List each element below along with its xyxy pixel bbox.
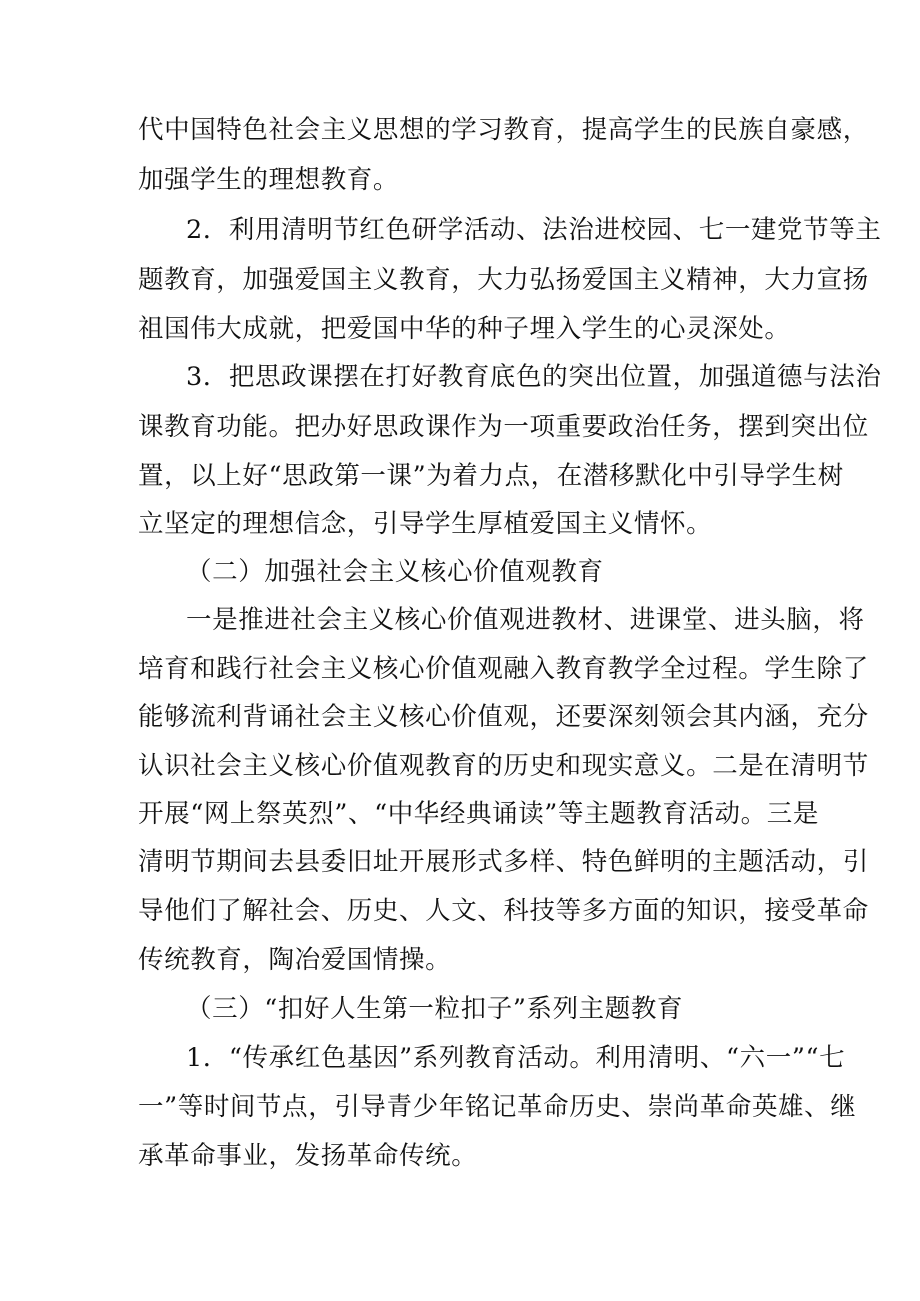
paragraph-first-line: 3．把思政课摆在打好教育底色的突出位置，加强道德与法治 — [186, 362, 882, 392]
text-line: 承革命事业，发扬革命传统。 — [138, 1141, 478, 1171]
section-heading: （二）加强社会主义核心价值观教育 — [186, 557, 604, 587]
paragraph-first-line: 一是推进社会主义核心价值观进教材、进课堂、进头脑，将 — [186, 605, 865, 635]
text-line: 一”等时间节点，引导青少年铭记革命历史、崇尚革命英雄、继 — [138, 1092, 857, 1122]
paragraph-first-line: 2．利用清明节红色研学活动、法治进校园、七一建党节等主 — [186, 215, 882, 245]
text-line: 置，以上好“思政第一课”为着力点，在潜移默化中引导学生树 — [138, 461, 844, 491]
text-line: 祖国伟大成就，把爱国中华的种子埋入学生的心灵深处。 — [138, 314, 791, 344]
text-line: 题教育，加强爱国主义教育，大力弘扬爱国主义精神，大力宣扬 — [138, 265, 869, 295]
text-line: 能够流利背诵社会主义核心价值观，还要深刻领会其内涵，充分 — [138, 702, 869, 732]
text-line: 立坚定的理想信念，引导学生厚植爱国主义情怀。 — [138, 509, 713, 539]
text-line: 课教育功能。把办好思政课作为一项重要政治任务，摆到突出位 — [138, 412, 869, 442]
text-line: 传统教育，陶冶爱国情操。 — [138, 945, 452, 975]
text-line: 开展“网上祭英烈”、“中华经典诵读”等主题教育活动。三是 — [138, 799, 819, 829]
text-line: 清明节期间去县委旧址开展形式多样、特色鲜明的主题活动，引 — [138, 847, 869, 877]
text-line: 认识社会主义核心价值观教育的历史和现实意义。二是在清明节 — [138, 751, 869, 781]
paragraph-first-line: 1．“传承红色基因”系列教育活动。利用清明、“六一”“七 — [186, 1043, 846, 1073]
text-line: 培育和践行社会主义核心价值观融入教育教学全过程。学生除了 — [138, 654, 869, 684]
text-line: 导他们了解社会、历史、人文、科技等多方面的知识，接受革命 — [138, 896, 869, 926]
section-heading: （三）“扣好人生第一粒扣子”系列主题教育 — [186, 994, 684, 1024]
text-line: 代中国特色社会主义思想的学习教育，提高学生的民族自豪感， — [138, 115, 869, 145]
text-line: 加强学生的理想教育。 — [138, 165, 400, 195]
